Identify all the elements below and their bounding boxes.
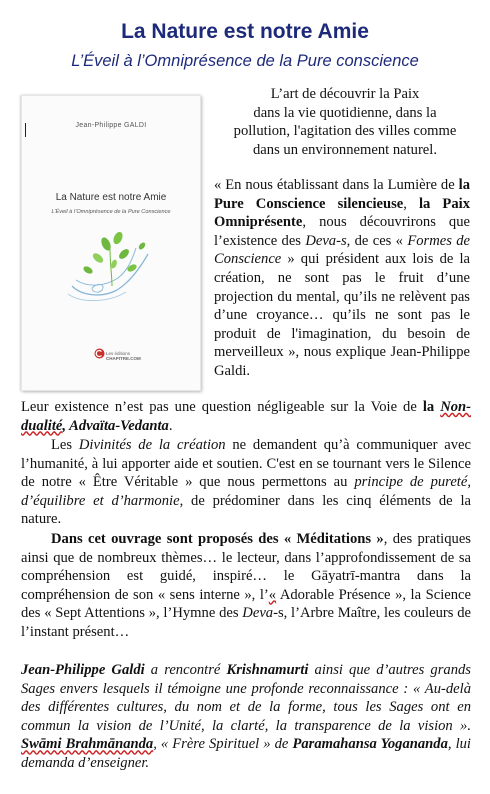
p3-bold: Dans cet ouvrage sont proposés des « Méditations »: [51, 531, 384, 547]
p1-bold-italic: Non-dualité: [21, 399, 471, 434]
quote-bold: la Pure Conscience silencieuse: [214, 177, 470, 212]
quote-text: » qui président aux lois de la création, ne sont pas le fruit d’une projection du mental, qu’ils ne relèvent pas d’une croyance… qu’ils ne sont pas le produit de l'imagination, du besoin de merveilleux », nous explique Jean-Philippe Galdi.: [214, 251, 470, 379]
intro-paragraph: [214, 85, 476, 159]
p2-italic: principe de pureté, d’équilibre et d’harmonie: [21, 474, 471, 509]
intro-line-1: L’art de découvrir la Paix: [270, 86, 420, 102]
p2-italic: Divinités de la création: [78, 437, 226, 453]
p4-bold: Krishnamurti: [226, 662, 309, 678]
book-cover-image: [21, 95, 201, 391]
book-cover-author: Jean-Philippe GALDI: [75, 122, 147, 129]
p4-bold: Paramahansa Yogananda: [292, 736, 448, 753]
book-cover-title: La Nature est notre Amie: [55, 192, 167, 203]
p1-text: .: [168, 417, 173, 434]
p2-text: Les: [51, 437, 79, 453]
p3-text: , des pratiques ainsi que de nombreux thèmes… le lecteur, dans l’approfondissement de sa compréhension est guidé, inspiré… le Gāyatrī-mantra dans la compréhension de son « sens interne », l’: [21, 531, 471, 603]
paragraph-3: [21, 530, 471, 642]
p1-bold: la: [422, 399, 441, 415]
p3-text: -s, l’Arbre Maître, les couleurs de l’instant présent…: [21, 605, 471, 640]
intro-line-2: dans la vie quotidienne, dans la: [253, 104, 437, 121]
publisher-logo-icon: [94, 348, 105, 359]
p2-text: , de prédominer dans les cinq éléments de la nature.: [21, 492, 471, 528]
p3-text: Adorable Présence », la Science des « Sept Attentions », l’Hymne des: [21, 586, 471, 622]
leaves-illustration-icon: [62, 224, 162, 304]
p4-text: , lui demanda d’enseigner.: [21, 736, 471, 771]
p4-bold: Jean-Philippe Galdi: [21, 662, 145, 678]
intro-line-4: dans un environnement naturel.: [253, 141, 437, 158]
quote-text: , nous découvrirons que l’existence des: [214, 214, 470, 249]
publisher-line-2: CHAPITRE.COM: [106, 356, 141, 361]
paragraph-4: [21, 661, 471, 773]
p4-bold: Swāmi Brahmānanda: [21, 736, 154, 753]
page-subtitle: L’Éveil à l’Omniprésence de la Pure conscience: [71, 52, 419, 70]
book-cover-subtitle: L’Éveil à l’Omniprésence de la Pure Conscience: [51, 209, 171, 215]
page-title: La Nature est notre Amie: [121, 20, 369, 43]
quote-text: « En nous établissant dans la Lumière de: [214, 177, 459, 193]
p4-text: a rencontré: [144, 662, 227, 678]
paragraph-2: [21, 436, 471, 529]
quote-italic: Formes de Conscience: [214, 232, 470, 268]
quote-paragraph: [214, 176, 470, 381]
p3-text: «: [268, 586, 277, 603]
paragraph-1: [21, 398, 471, 435]
p1-bold-italic: , Advaïta-Vedanta: [62, 417, 169, 434]
p4-text: , « Frère Spirituel » de: [153, 736, 293, 753]
quote-italic: Deva-s: [305, 232, 347, 249]
p2-text: ne demandent qu’à communiquer avec l’humanité, à lui apporter aide et soutien. C'est en se tournant vers le Silence de notre « Être Véritable » que nous permettons au: [21, 437, 471, 491]
book-cover-publisher: [106, 351, 141, 361]
publisher-line-1: Les éditions: [106, 351, 131, 356]
p4-text: ainsi que d’autres grands Sages envers lesquels il témoigne une profonde reconnaissance : « Au-delà des différentes cultures, du nom et de la forme, tous les Sages ont en commun la vision de l’Unité, la clarté, la transparence de la vision ».: [21, 662, 471, 734]
quote-text: , de ces «: [346, 232, 408, 249]
quote-text: ,: [403, 195, 419, 212]
p3-italic: Deva: [242, 605, 274, 622]
intro-line-3: pollution, l'agitation des villes comme: [233, 123, 457, 140]
quote-bold: la Paix Omniprésente: [214, 195, 470, 231]
p1-text: Leur existence n’est pas une question négligeable sur la Voie de: [21, 399, 423, 415]
